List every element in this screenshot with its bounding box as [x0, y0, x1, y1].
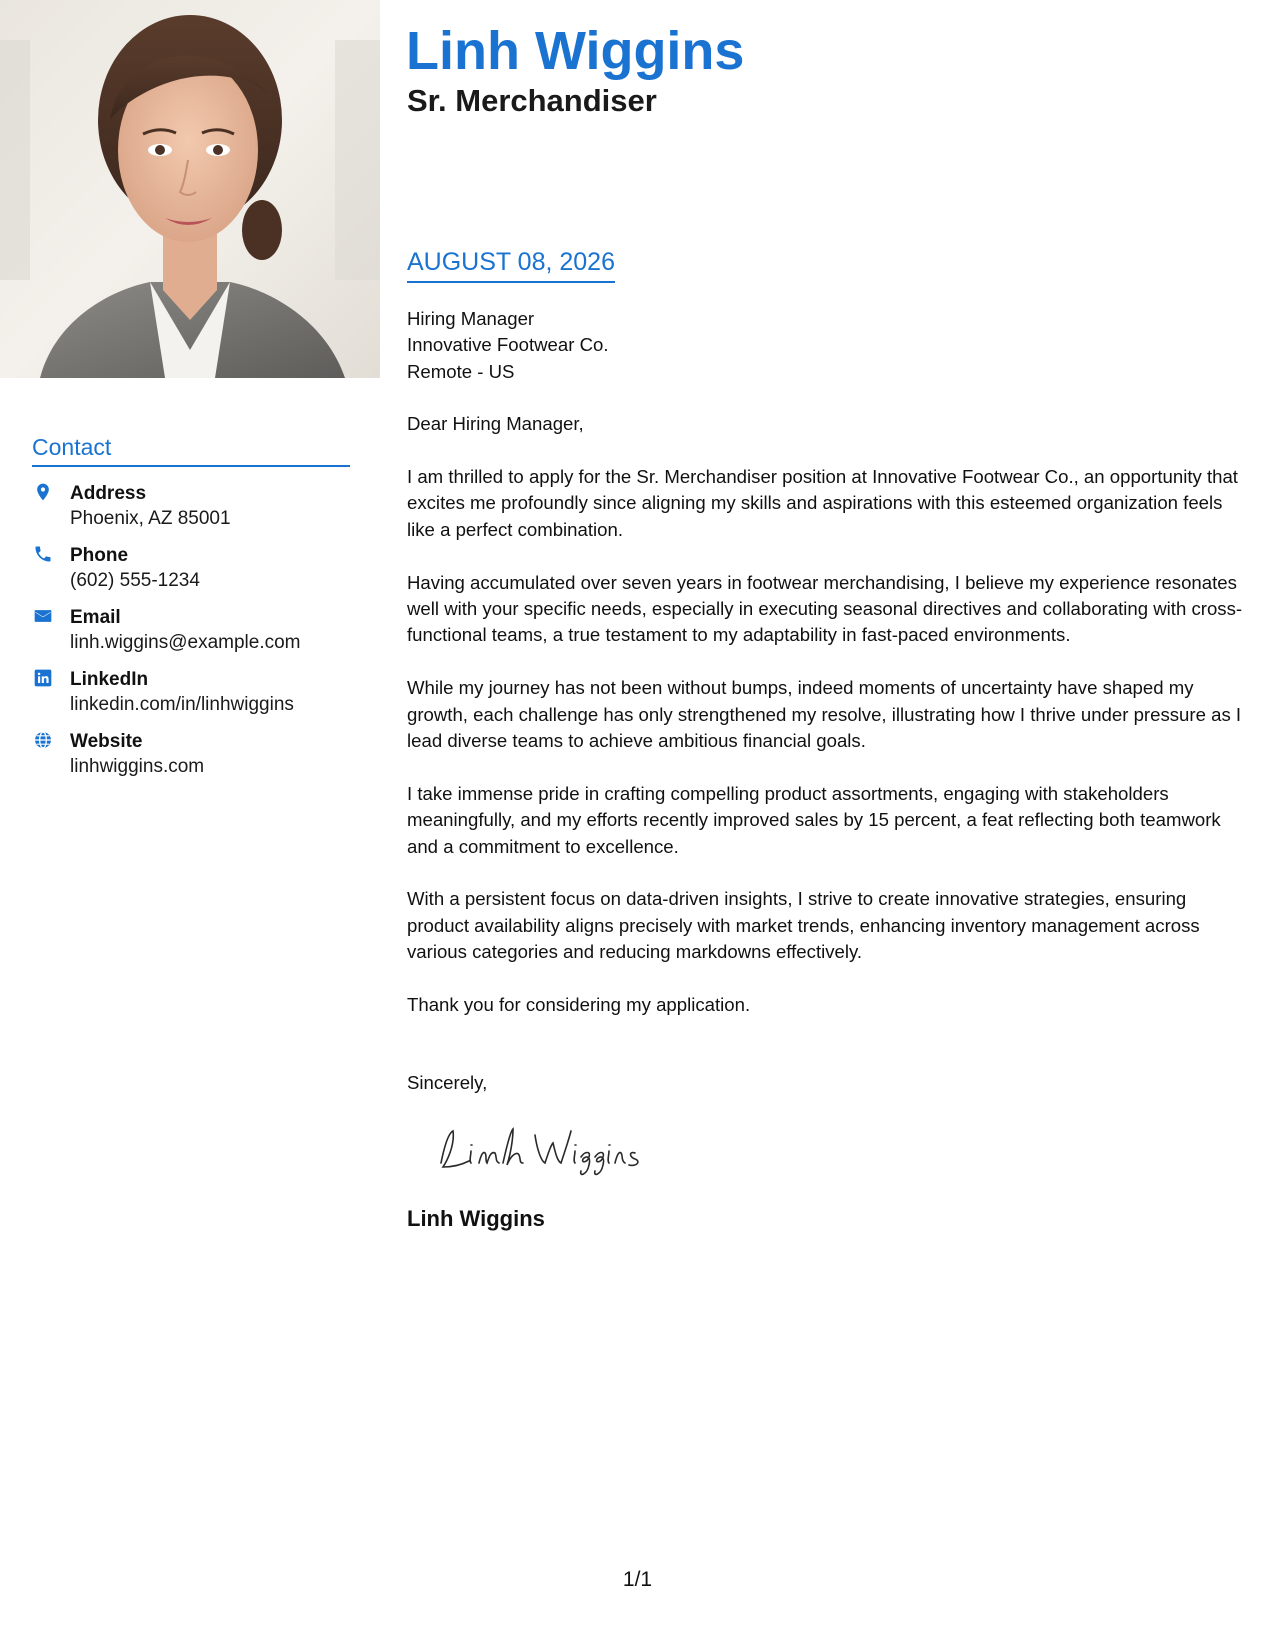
portrait-photo-icon	[0, 0, 380, 378]
letter-paragraph: I take immense pride in crafting compelling product assortments, engaging with stakeholders meaningfully, and my efforts recently improved sales by 15 percent, a feat reflecting both teamwork and a commitment to excellence.	[407, 782, 1221, 857]
contact-value-website: linhwiggins.com	[70, 755, 205, 777]
envelope-icon	[33, 606, 53, 626]
recipient-line: Remote - US	[407, 360, 515, 382]
contact-label-address: Address	[70, 482, 147, 504]
contact-label-phone: Phone	[70, 544, 129, 566]
recipient-line: Innovative Footwear Co.	[407, 334, 609, 356]
letter-paragraph: I am thrilled to apply for the Sr. Merchandiser position at Innovative Footwear Co., an opportunity that excites me profoundly since aligning my skills and aspirations with this esteemed organization feels like a perfect combination.	[407, 466, 1238, 540]
page-number: 1/1	[622, 1568, 653, 1591]
map-pin-icon	[33, 482, 53, 502]
candidate-name: Linh Wiggins	[406, 21, 745, 81]
contact-value-phone: (602) 555-1234	[70, 569, 200, 591]
signer-name: Linh Wiggins	[407, 1206, 545, 1232]
contact-value-address: Phoenix, AZ 85001	[70, 507, 231, 529]
letter-paragraph: Having accumulated over seven years in footwear merchandising, I believe my experience resonates well with your specific needs, especially in executing seasonal directives and collaborating with cross-functional teams, a true testament to my adaptability in fast-paced environments.	[407, 571, 1243, 646]
letter-body	[407, 306, 1249, 1233]
contact-value-email: linh.wiggins@example.com	[70, 631, 301, 653]
phone-icon	[33, 544, 53, 564]
contact-heading: Contact	[32, 434, 350, 467]
contact-item-phone	[32, 543, 350, 593]
contact-item-linkedin	[32, 667, 350, 717]
contact-label-linkedin: LinkedIn	[70, 668, 149, 690]
recipient-line: Hiring Manager	[407, 308, 535, 329]
contact-label-website: Website	[70, 730, 143, 752]
letter-paragraph: While my journey has not been without bumps, indeed moments of uncertainty have shaped my growth, each challenge has only strengthened my resolve, illustrating how I thrive under pressure as I lead diverse teams to achieve ambitious financial goals.	[407, 677, 1242, 752]
contact-item-address	[32, 481, 350, 531]
contact-label-email: Email	[70, 606, 121, 628]
contact-item-website	[32, 729, 350, 779]
linkedin-icon	[33, 668, 53, 688]
letter-date: AUGUST 08, 2026	[407, 247, 615, 283]
handwritten-signature	[431, 1121, 671, 1181]
job-title: Sr. Merchandiser	[407, 83, 657, 118]
letter-paragraph: Thank you for considering my application.	[407, 994, 751, 1016]
recipient-block	[407, 306, 1249, 385]
contact-sidebar	[32, 434, 350, 791]
profile-photo	[0, 0, 380, 378]
contact-item-email	[32, 605, 350, 655]
letter-paragraph: With a persistent focus on data-driven insights, I strive to create innovative strategies, ensuring product availability aligns precisely with market trends, enhancing inventory management across various categories and reducing markdowns effectively.	[407, 888, 1200, 963]
closing: Sincerely,	[407, 1072, 488, 1094]
contact-value-linkedin: linkedin.com/in/linhwiggins	[70, 693, 294, 715]
globe-icon	[33, 730, 53, 750]
salutation: Dear Hiring Manager,	[407, 413, 584, 435]
